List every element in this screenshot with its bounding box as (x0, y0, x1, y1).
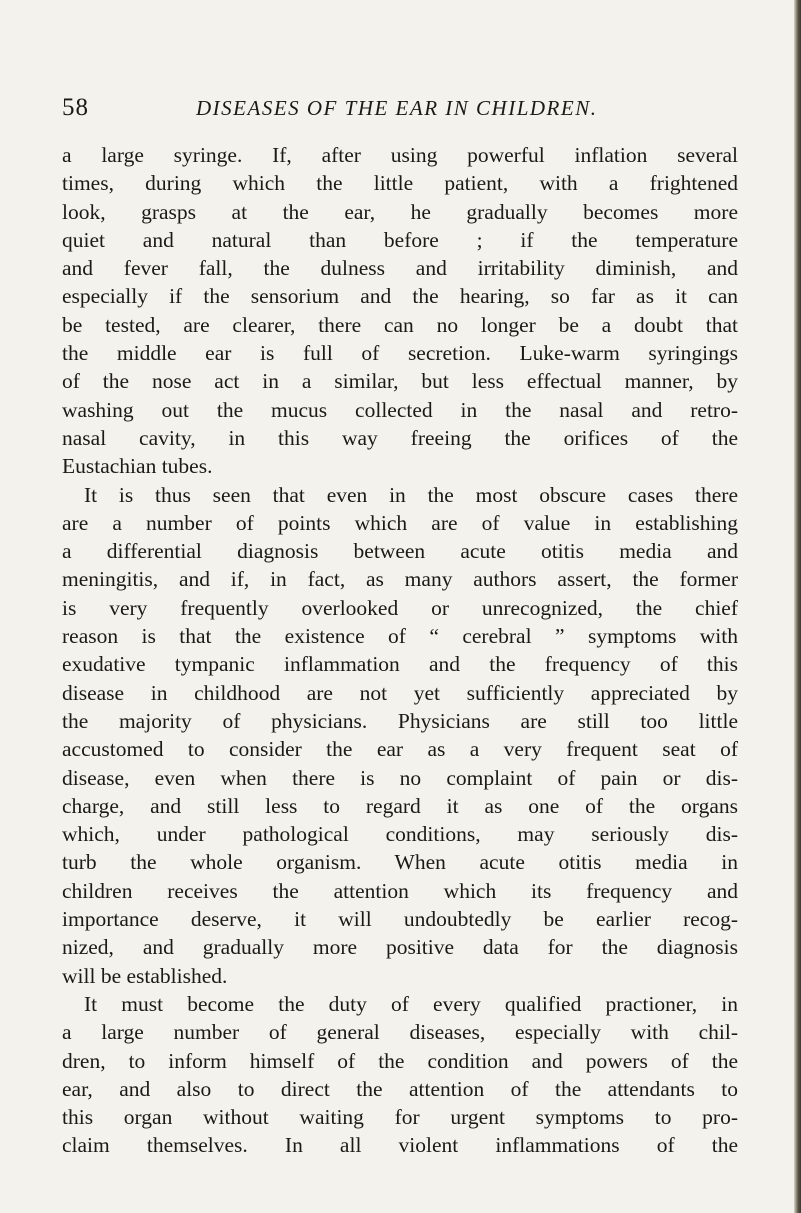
text-line: meningitis, and if, in fact, as many authors assert, the former (62, 567, 738, 592)
text-line: the majority of physicians. Physicians are still too little (62, 708, 738, 733)
text-line: is very frequently overlooked or unrecognized, the chief (62, 595, 738, 620)
text-line: times, during which the little patient, with a frightened (62, 171, 738, 196)
text-line: It is thus seen that even in the most obscure cases there (84, 482, 738, 507)
running-title: DISEASES OF THE EAR IN CHILDREN. (196, 96, 598, 120)
text-line: look, grasps at the ear, he gradually becomes more (62, 199, 738, 224)
text-line: children receives the attention which its frequency and (62, 878, 738, 903)
text-line: are a number of points which are of value in establishing (62, 510, 738, 535)
text-line: a large number of general diseases, especially with chil- (62, 1020, 738, 1045)
text-line: reason is that the existence of “ cerebral ” symptoms with (62, 624, 738, 649)
text-line: a differential diagnosis between acute otitis media and (62, 539, 738, 564)
text-line: and fever fall, the dulness and irritability diminish, and (62, 256, 738, 281)
text-line: disease, even when there is no complaint of pain or dis- (62, 765, 738, 790)
text-line: charge, and still less to regard it as one of the organs (62, 793, 738, 818)
text-line: will be established. (62, 963, 228, 988)
body-text (62, 141, 738, 1160)
page-number: 58 (62, 94, 89, 121)
text-line: washing out the mucus collected in the nasal and retro- (62, 397, 738, 422)
page-edge-shadow (794, 0, 801, 1213)
text-line: a large syringe. If, after using powerful inflation several (62, 143, 738, 167)
text-line: turb the whole organism. When acute otitis media in (62, 850, 738, 875)
text-line: accustomed to consider the ear as a very frequent seat of (62, 737, 738, 762)
text-line: Eustachian tubes. (62, 454, 213, 479)
text-line: disease in childhood are not yet sufficiently appreciated by (62, 680, 738, 705)
text-line: be tested, are clearer, there can no longer be a doubt that (62, 312, 738, 337)
text-line: the middle ear is full of secretion. Luke-warm syringings (62, 341, 738, 366)
page-header (62, 92, 742, 132)
text-line: It must become the duty of every qualified practioner, in (84, 991, 738, 1016)
text-line: claim themselves. In all violent inflammations of the (62, 1133, 738, 1158)
text-line: of the nose act in a similar, but less effectual manner, by (62, 369, 738, 394)
text-line: importance deserve, it will undoubtedly be earlier recog- (62, 907, 738, 932)
text-line: which, under pathological conditions, may seriously dis- (62, 822, 738, 847)
text-line: dren, to inform himself of the condition and powers of the (62, 1048, 738, 1073)
text-line: ear, and also to direct the attention of the attendants to (62, 1076, 738, 1101)
text-line: nized, and gradually more positive data for the diagnosis (62, 935, 738, 960)
text-line: exudative tympanic inflammation and the frequency of this (62, 652, 738, 677)
text-line: especially if the sensorium and the hearing, so far as it can (62, 284, 738, 309)
text-line: quiet and natural than before ; if the temperature (62, 227, 738, 252)
text-line: nasal cavity, in this way freeing the orifices of the (62, 425, 738, 450)
text-line: this organ without waiting for urgent symptoms to pro- (62, 1105, 738, 1130)
